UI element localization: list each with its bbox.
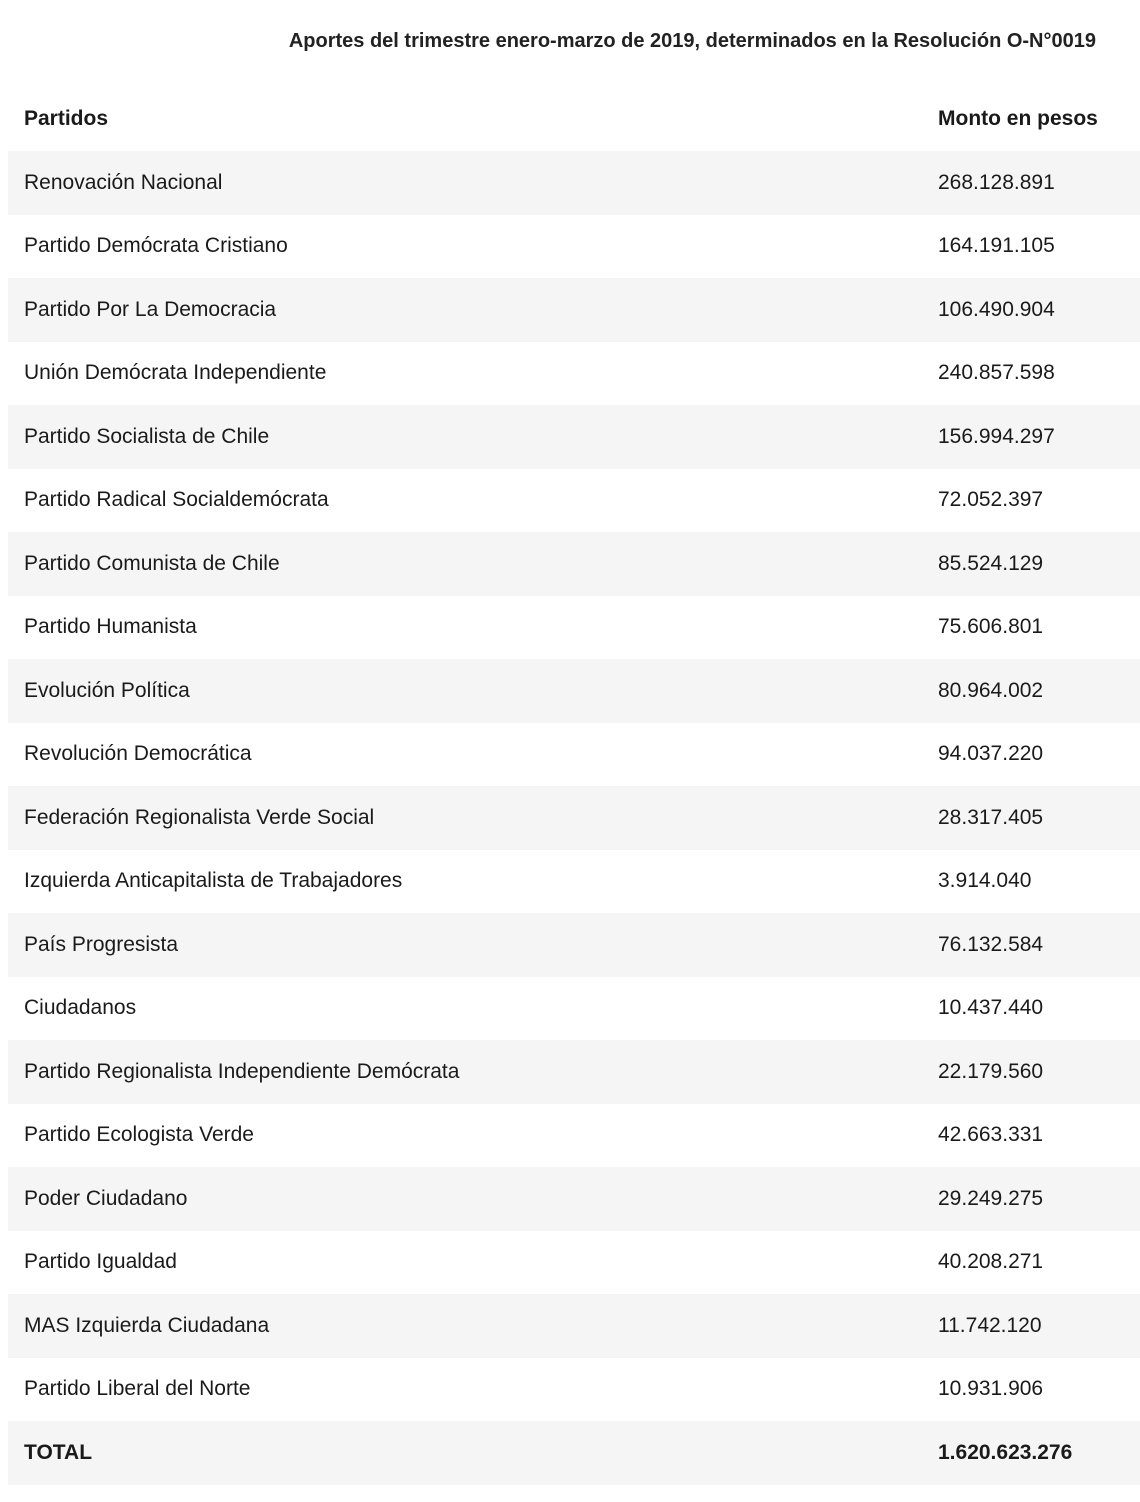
party-name: MAS Izquierda Ciudadana	[24, 1313, 270, 1337]
total-label: TOTAL	[8, 1421, 938, 1485]
party-amount: 156.994.297	[938, 424, 1055, 448]
table-row	[8, 532, 1140, 596]
total-amount: 1.620.623.276	[938, 1421, 1140, 1485]
party-amount: 29.249.275	[938, 1186, 1044, 1210]
party-name: Partido Humanista	[24, 615, 197, 639]
party-name: Izquierda Anticapitalista de Trabajadores	[24, 869, 403, 893]
party-name: Partido Ecologista Verde	[24, 1123, 254, 1147]
party-name: Federación Regionalista Verde Social	[24, 805, 375, 829]
party-amount: 40.208.271	[938, 1250, 1044, 1274]
party-amount: 240.857.598	[938, 361, 1055, 385]
party-name: Partido Igualdad	[24, 1250, 177, 1274]
party-name: Partido Liberal del Norte	[24, 1377, 251, 1401]
party-amount: 10.437.440	[938, 996, 1044, 1020]
party-amount: 76.132.584	[938, 932, 1044, 956]
table-row	[8, 1167, 1140, 1231]
party-amount: 11.742.120	[938, 1313, 1042, 1337]
header-parties: Partidos	[24, 107, 109, 130]
party-name: País Progresista	[24, 932, 179, 956]
party-amount: 3.914.040	[938, 869, 1032, 893]
party-name: Renovación Nacional	[24, 170, 223, 194]
table-row	[8, 596, 1140, 660]
table-title: Aportes del trimestre enero-marzo de 2019, determinados en la Resolución O-N°0019	[288, 30, 1096, 52]
table-row	[8, 1294, 1140, 1358]
table-row	[8, 659, 1140, 723]
party-amount: 22.179.560	[938, 1059, 1044, 1083]
party-amount: 85.524.129	[938, 551, 1044, 575]
party-amount: 75.606.801	[938, 615, 1044, 639]
table-row	[8, 913, 1140, 977]
table-row	[8, 1040, 1140, 1104]
party-amount: 72.052.397	[938, 488, 1044, 512]
table-row	[8, 977, 1140, 1041]
party-name: Partido Radical Socialdemócrata	[24, 488, 329, 512]
table-row	[8, 342, 1140, 406]
table-row	[8, 1104, 1140, 1168]
party-name: Ciudadanos	[24, 996, 137, 1020]
party-amount: 42.663.331	[938, 1123, 1044, 1147]
party-amount: 94.037.220	[938, 742, 1044, 766]
table-row	[8, 786, 1140, 850]
party-amount: 268.128.891	[938, 170, 1055, 194]
party-name: Partido Por La Democracia	[24, 297, 277, 321]
party-name: Partido Comunista de Chile	[24, 551, 280, 575]
party-amount: 28.317.405	[938, 805, 1044, 829]
table-row	[8, 278, 1140, 342]
party-amount: 106.490.904	[938, 297, 1055, 321]
party-name: Revolución Democrática	[24, 742, 252, 766]
total-row	[8, 1421, 1140, 1485]
contributions-table	[8, 87, 1140, 1485]
party-name: Poder Ciudadano	[24, 1186, 188, 1210]
party-name: Evolución Política	[24, 678, 190, 702]
table-row	[8, 1231, 1140, 1295]
table-row	[8, 723, 1140, 787]
table-row	[8, 215, 1140, 279]
table-row	[8, 151, 1140, 215]
table-row	[8, 405, 1140, 469]
party-amount: 10.931.906	[938, 1377, 1044, 1401]
party-name: Unión Demócrata Independiente	[24, 361, 327, 385]
table-row	[8, 1358, 1140, 1422]
table-row	[8, 469, 1140, 533]
party-amount: 80.964.002	[938, 678, 1044, 702]
table-header-row	[8, 87, 1140, 151]
party-amount: 164.191.105	[938, 234, 1055, 258]
party-name: Partido Demócrata Cristiano	[24, 234, 288, 258]
header-amount: Monto en pesos	[938, 107, 1098, 130]
party-name: Partido Socialista de Chile	[24, 424, 270, 448]
table-row	[8, 850, 1140, 914]
party-name: Partido Regionalista Independiente Demócrata	[24, 1059, 460, 1083]
